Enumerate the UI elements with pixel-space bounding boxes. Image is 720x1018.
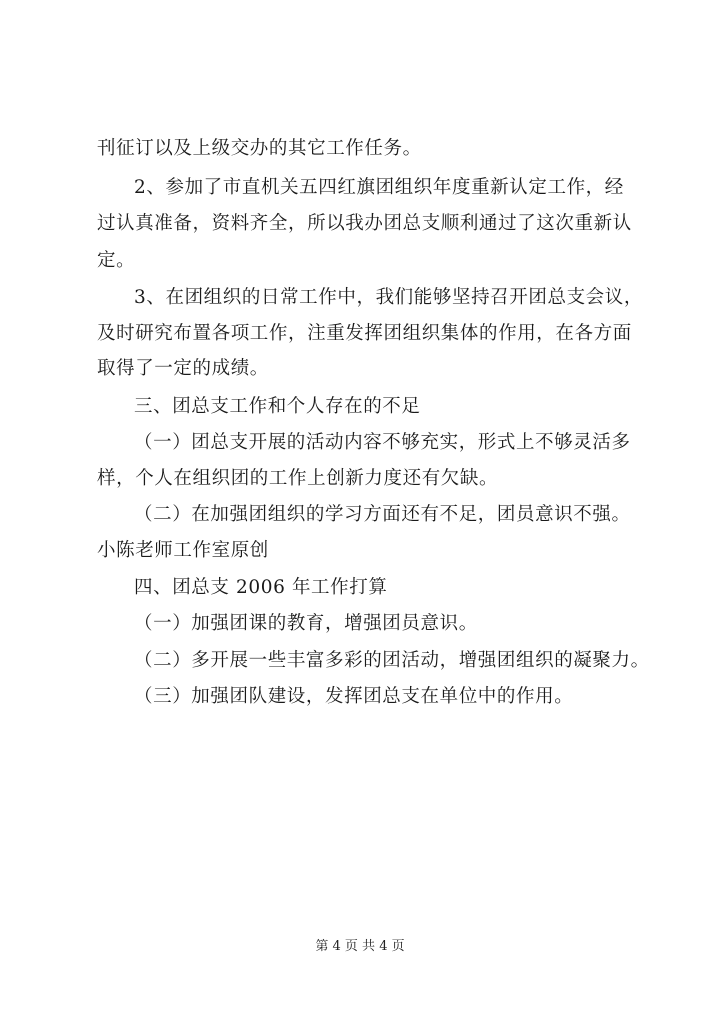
text-line: 取得了一定的成绩。 <box>97 358 269 379</box>
text-line: 2、参加了市直机关五四红旗团组织年度重新认定工作，经 <box>134 177 624 198</box>
page-number: 第 4 页 共 4 页 <box>315 939 405 954</box>
section-heading: 三、团总支工作和个人存在的不足 <box>134 396 421 417</box>
text-line: （三）加强团队建设，发挥团总支在单位中的作用。 <box>134 686 574 707</box>
text-line: 定。 <box>97 250 136 271</box>
text-line: 3、在团组织的日常工作中，我们能够坚持召开团总支会议， <box>134 287 643 308</box>
section-heading: 四、团总支 2006 年工作打算 <box>134 577 388 598</box>
text-line: （一）加强团课的教育，增强团员意识。 <box>134 613 478 634</box>
text-line: 过认真准备，资料齐全，所以我办团总支顺利通过了这次重新认 <box>97 213 632 234</box>
text-line: 及时研究布置各项工作，注重发挥团组织集体的作用，在各方面 <box>97 323 632 344</box>
watermark-text: 小陈老师工作室原创 <box>97 540 269 561</box>
text-line: （二）多开展一些丰富多彩的团活动，增强团组织的凝聚力。 <box>134 650 650 671</box>
text-line: （一）团总支开展的活动内容不够充实，形式上不够灵活多 <box>134 432 631 453</box>
text-line: 刊征订以及上级交办的其它工作任务。 <box>97 138 422 159</box>
text-line: 样，个人在组织团的工作上创新力度还有欠缺。 <box>97 468 499 489</box>
text-line: （二）在加强团组织的学习方面还有不足，团员意识不强。 <box>134 504 631 525</box>
